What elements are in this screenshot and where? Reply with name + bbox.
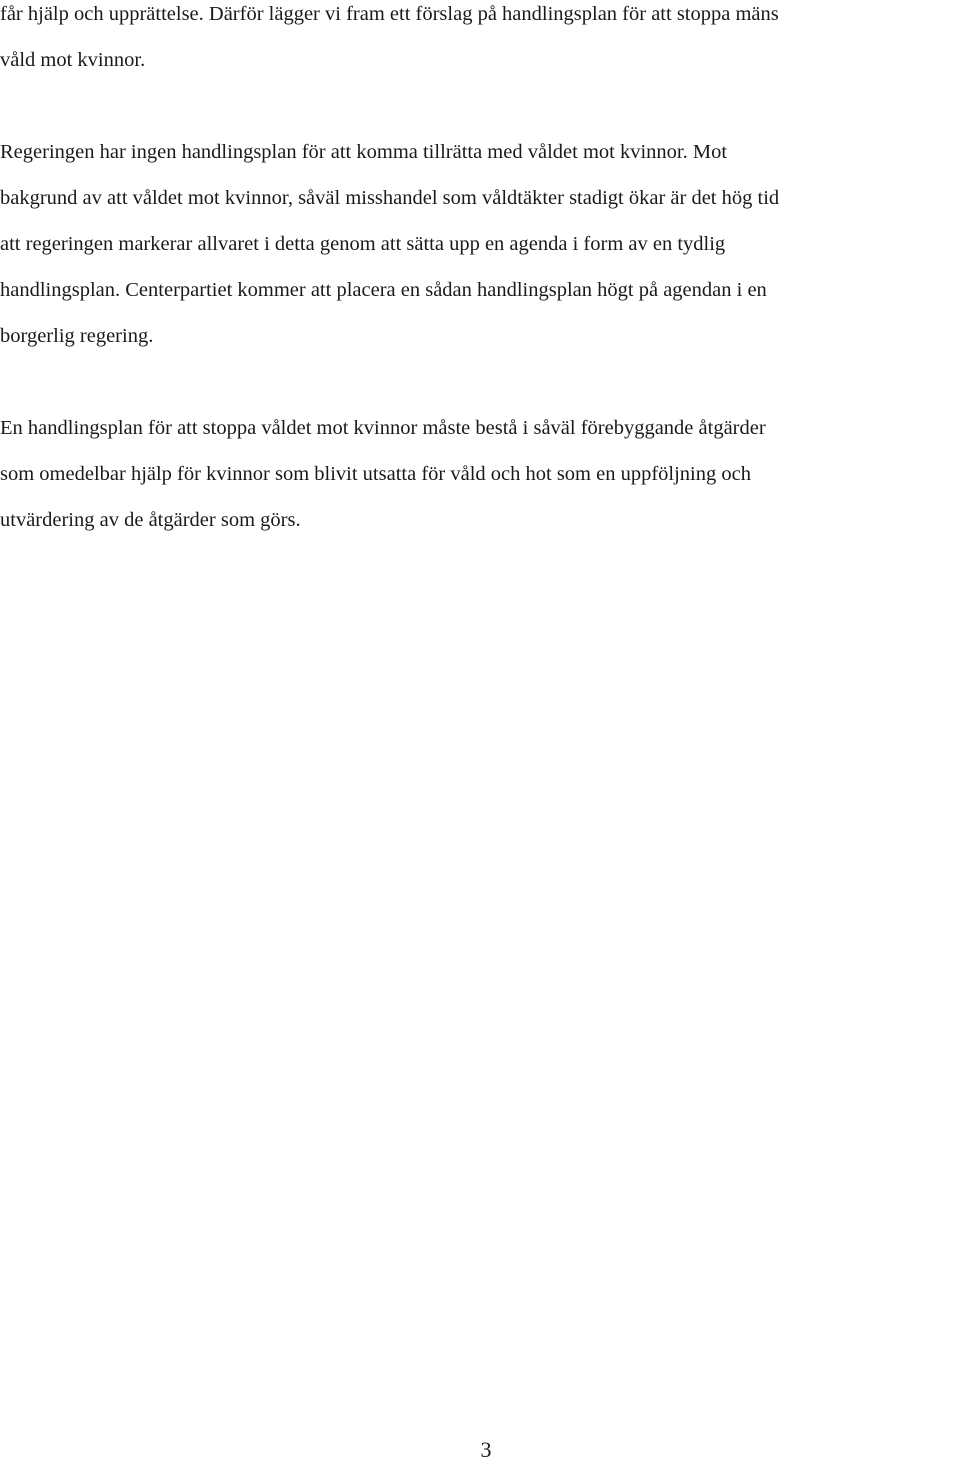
text-line: våld mot kvinnor.	[0, 49, 146, 71]
text-line: Regeringen har ingen handlingsplan för att komma tillrätta med våldet mot kvinnor. Mot	[0, 141, 728, 163]
text-line: bakgrund av att våldet mot kvinnor, såväl misshandel som våldtäkter stadigt ökar är det hög tid	[0, 187, 780, 209]
paragraph-2	[0, 129, 960, 359]
text-line: får hjälp och upprättelse. Därför lägger vi fram ett förslag på handlingsplan för att stoppa mäns	[0, 3, 779, 25]
text-line: borgerlig regering.	[0, 325, 154, 347]
text-line: handlingsplan. Centerpartiet kommer att placera en sådan handlingsplan högt på agendan i en	[0, 279, 767, 301]
text-line: utvärdering av de åtgärder som görs.	[0, 509, 301, 531]
text-line: att regeringen markerar allvaret i detta genom att sätta upp en agenda i form av en tydlig	[0, 233, 726, 255]
text-line: En handlingsplan för att stoppa våldet mot kvinnor måste bestå i såväl förebyggande åtgärder	[0, 417, 766, 439]
paragraph-3	[0, 405, 960, 543]
paragraph-1	[0, 0, 960, 83]
page-number: 3	[480, 1437, 492, 1462]
text-line: som omedelbar hjälp för kvinnor som blivit utsatta för våld och hot som en uppföljning och	[0, 463, 751, 485]
